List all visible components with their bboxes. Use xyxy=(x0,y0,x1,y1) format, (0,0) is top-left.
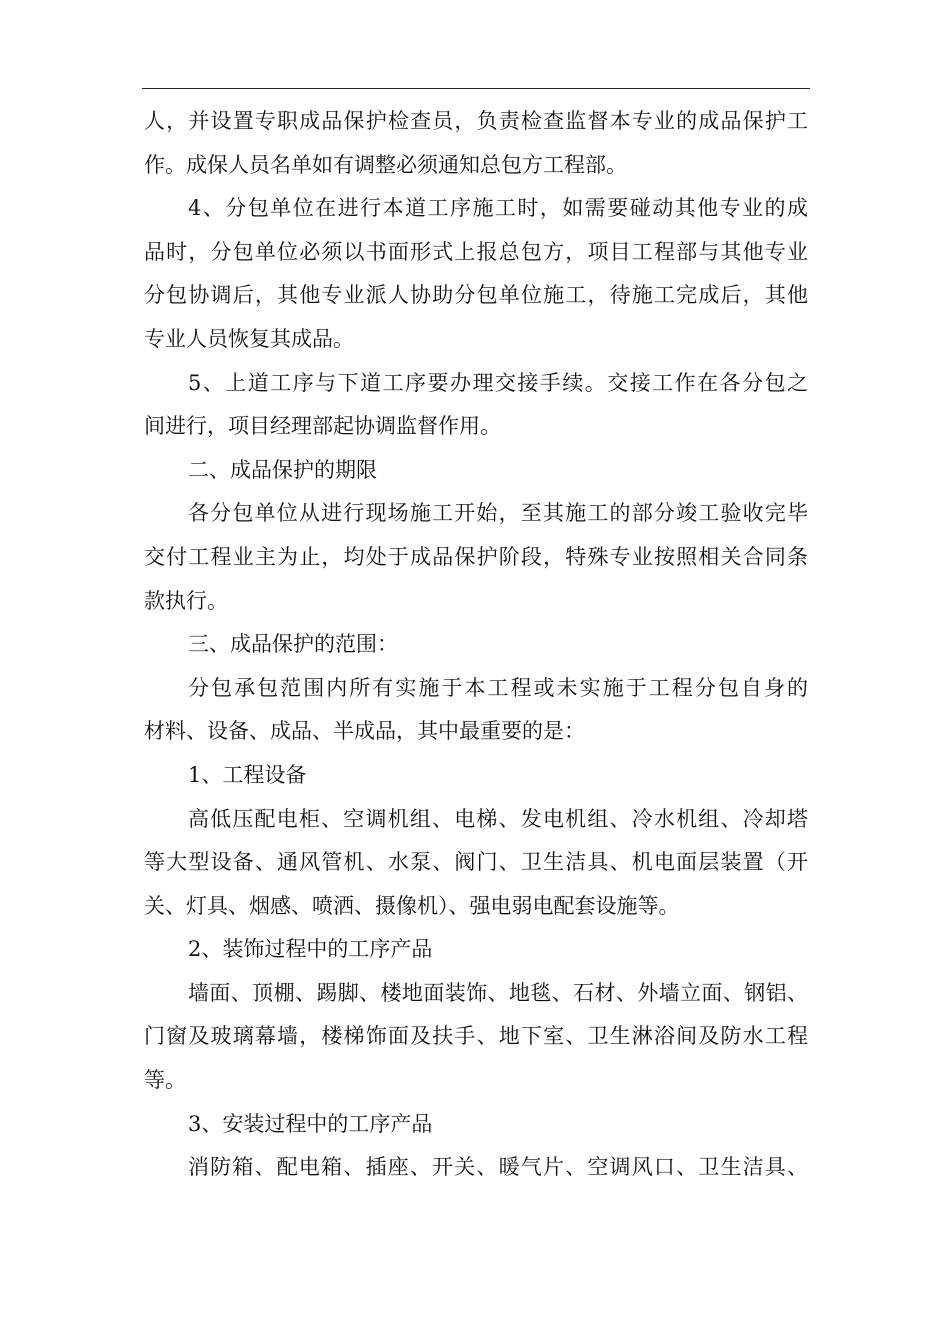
text-line: 人，并设置专职成品保护检查员，负责检查监督本专业的成品保护工 xyxy=(144,109,808,133)
text-line: 交付工程业主为止，均处于成品保护阶段，特殊专业按照相关合同条 xyxy=(144,544,808,569)
text-line: 1、工程设备 xyxy=(188,762,307,787)
text-line: 3、安装过程中的工序产品 xyxy=(188,1111,433,1136)
text-line: 5、上道工序与下道工序要办理交接手续。交接工作在各分包之 xyxy=(188,370,808,395)
text-line: 门窗及玻璃幕墙，楼梯饰面及扶手、地下室、卫生淋浴间及防水工程 xyxy=(144,1024,808,1049)
text-line: 等。 xyxy=(144,1068,186,1093)
text-line: 墙面、顶棚、踢脚、楼地面装饰、地毯、石材、外墙立面、钢铝、 xyxy=(188,980,808,1005)
text-line: 消防箱、配电箱、插座、开关、暖气片、空调风口、卫生洁具、 xyxy=(188,1155,808,1180)
text-line: 专业人员恢复其成品。 xyxy=(144,326,354,351)
text-line: 各分包单位从进行现场施工开始，至其施工的部分竣工验收完毕 xyxy=(188,501,808,526)
text-line: 二、成品保护的期限 xyxy=(188,457,377,482)
text-line: 分包承包范围内所有实施于本工程或未实施于工程分包自身的 xyxy=(188,675,808,700)
text-line: 2、装饰过程中的工序产品 xyxy=(188,937,433,962)
text-line: 材料、设备、成品、半成品，其中最重要的是： xyxy=(144,719,585,744)
text-line: 等大型设备、通风管机、水泵、阀门、卫生洁具、机电面层装置（开 xyxy=(144,850,808,875)
text-line: 关、灯具、烟感、喷洒、摄像机）、强电弱电配套设施等。 xyxy=(144,893,680,918)
text-line: 品时，分包单位必须以书面形式上报总包方，项目工程部与其他专业 xyxy=(144,239,808,264)
text-line: 高低压配电柜、空调机组、电梯、发电机组、冷水机组、冷却塔 xyxy=(188,806,808,831)
text-line: 分包协调后，其他专业派人协助分包单位施工，待施工完成后，其他 xyxy=(144,283,808,308)
body-text xyxy=(144,100,808,1190)
text-line: 间进行，项目经理部起协调监督作用。 xyxy=(144,414,501,439)
header-rule xyxy=(142,88,810,89)
text-line: 三、成品保护的范围： xyxy=(188,632,398,657)
text-line: 4、分包单位在进行本道工序施工时，如需要碰动其他专业的成 xyxy=(188,196,808,221)
text-line: 款执行。 xyxy=(144,588,228,613)
text-line: 作。成保人员名单如有调整必须通知总包方工程部。 xyxy=(144,152,627,177)
